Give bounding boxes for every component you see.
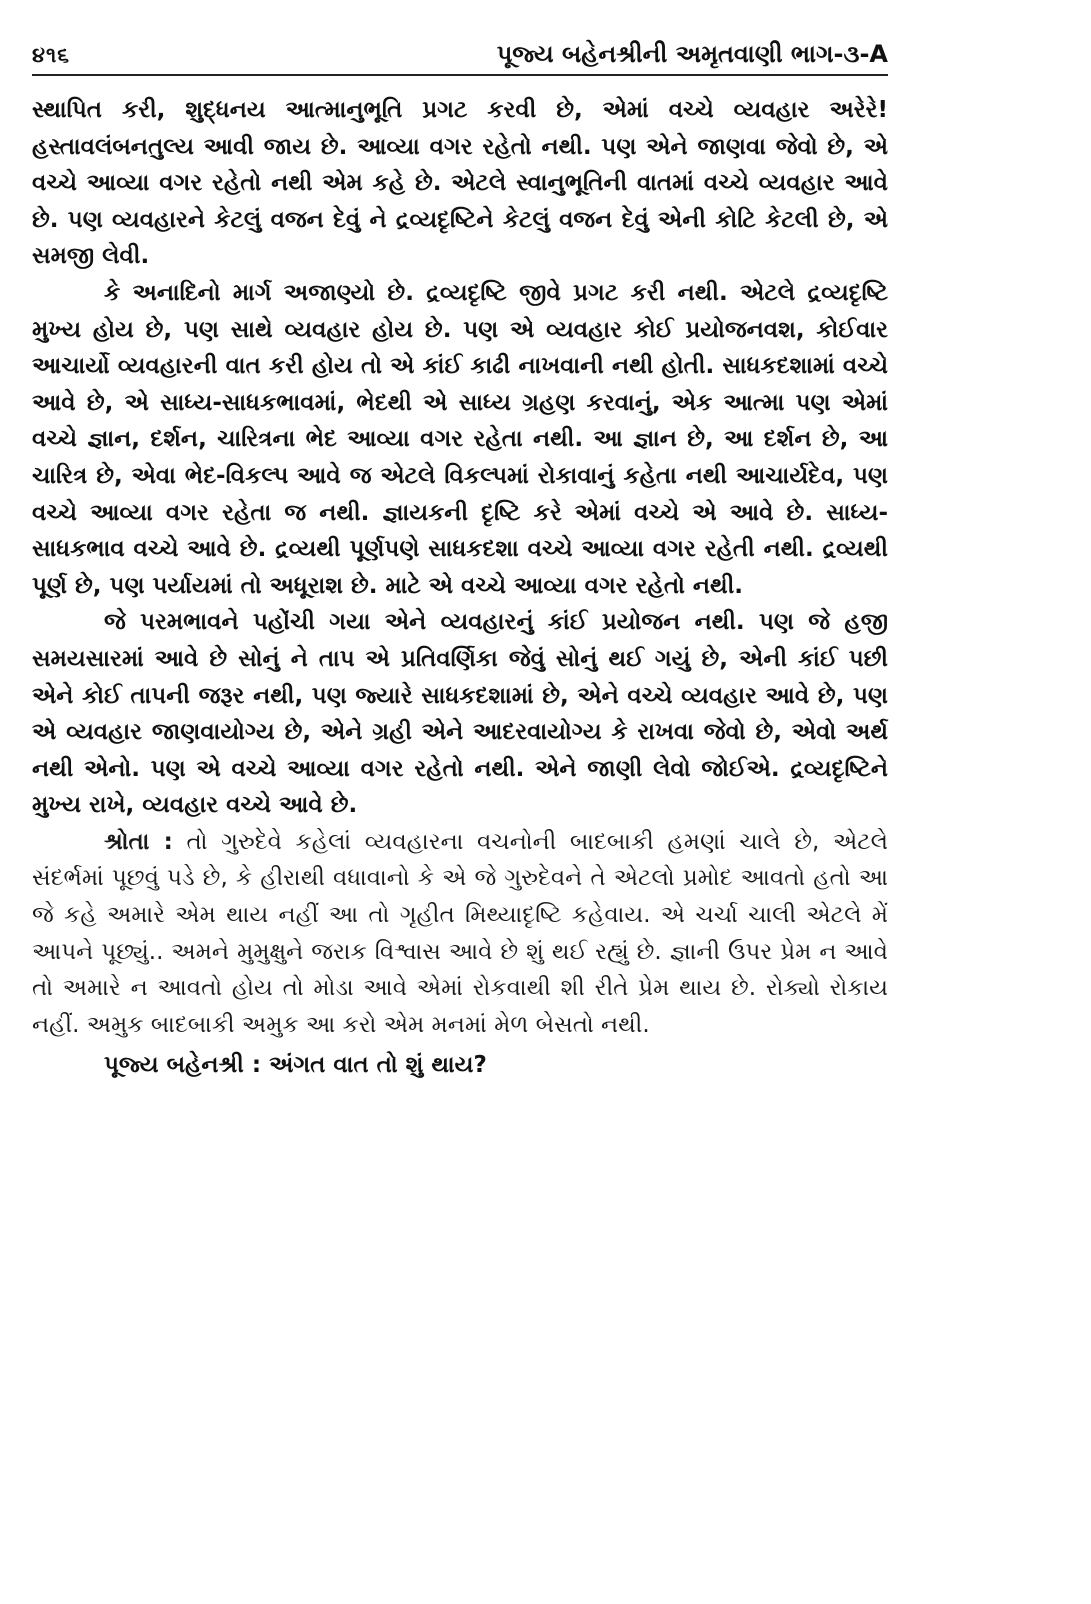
page-body [32,92,888,1084]
page-header [32,40,888,76]
question-text: તો ગુરુદેવે કહેલાં વ્યવહારના વચનોની બાદબાકી હમણાં ચાલે છે, એટલે સંદર્ભમાં પૂછવું પડે છે, કે હીરાથી વધાવાનો કે એ જે ગુરુદેવને તે એટલો પ્રમોદ આવતો હતો આ જે કહે અમારે એમ થાય નહીં આ તો ગૃહીત મિથ્યાદૃષ્ટિ કહેવાય. એ ચર્ચા ચાલી એટલે મેં આપને પૂછ્યું.. અમને મુમુક્ષુને જરાક વિશ્વાસ આવે છે શું થઈ રહ્યું છે. જ્ઞાની ઉપર પ્રેમ ન આવે તો અમારે ન આવતો હોય તો મોડા આવે એમાં રોકવાથી શી રીતે પ્રેમ થાય છે. રોક્યો રોકાય નહીં. અમુક બાદબાકી અમુક આ કરો એમ મનમાં મેળ બેસતો નથી. [32,828,889,1038]
question-paragraph [32,824,888,1044]
paragraph-1: સ્થાપિત કરી, શુદ્ધનય આત્માનુભૂતિ પ્રગટ કરવી છે, એમાં વચ્ચે વ્યવહાર અરેરે! હસ્તાવલંબનતુલ્ય આવી જાય છે. આવ્યા વગર રહેતો નથી. પણ એને જાણવા જેવો છે, એ વચ્ચે આવ્યા વગર રહેતો નથી એમ કહે છે. એટલે સ્વાનુભૂતિની વાતમાં વચ્ચે વ્યવહાર આવે છે. પણ વ્યવહારને કેટલું વજન દેવું ને દ્રવ્યદૃષ્ટિને કેટલું વજન દેવું એની કોટિ કેટલી છે, એ સમજી લેવી. [32,97,888,270]
answer-speaker: પૂજ્ય બહેનશ્રી : [104,1052,262,1079]
paragraph-2: કે અનાદિનો માર્ગ અજાણ્યો છે. દ્રવ્યદૃષ્ટિ જીવે પ્રગટ કરી નથી. એટલે દ્રવ્યદૃષ્ટિ મુખ્ય હોય છે, પણ સાથે વ્યવહાર હોય છે. પણ એ વ્યવહાર કોઈ પ્રયોજનવશ, કોઈવાર આચાર્યો વ્યવહારની વાત કરી હોય તો એ કાંઈ કાઢી નાખવાની નથી હોતી. સાધકદશામાં વચ્ચે આવે છે, એ સાધ્ય-સાધકભાવમાં, ભેદથી એ સાધ્ય ગ્રહણ કરવાનું, એક આત્મા પણ એમાં વચ્ચે જ્ઞાન, દર્શન, ચારિત્રના ભેદ આવ્યા વગર રહેતા નથી. આ જ્ઞાન છે, આ દર્શન છે, આ ચારિત્ર છે, એવા ભેદ-વિકલ્પ આવે જ એટલે વિકલ્પમાં રોકાવાનું કહેતા નથી આચાર્યદેવ, પણ વચ્ચે આવ્યા વગર રહેતા જ નથી. જ્ઞાયકની દૃષ્ટિ કરે એમાં વચ્ચે એ આવે છે. સાધ્ય-સાધકભાવ વચ્ચે આવે છે. દ્રવ્યથી પૂર્ણપણે સાધકદશા વચ્ચે આવ્યા વગર રહેતી નથી. દ્રવ્યથી પૂર્ણ છે, પણ પર્યાયમાં તો અધૂરાશ છે. માટે એ વચ્ચે આવ્યા વગર રહેતો નથી. [32,279,888,599]
answer-text: અંગત વાત તો શું થાય? [269,1052,487,1079]
answer-paragraph [32,1047,888,1084]
paragraph-3: જે પરમભાવને પહોંચી ગયા એને વ્યવહારનું કાંઈ પ્રયોજન નથી. પણ જે હજી સમયસારમાં આવે છે સોનું ને તાપ એ પ્રતિવર્ણિકા જેવું સોનું થઈ ગયું છે, એની કાંઈ પછી એને કોઈ તાપની જરૂર નથી, પણ જ્યારે સાધકદશામાં છે, એને વચ્ચે વ્યવહાર આવે છે, પણ એ વ્યવહાર જાણવાયોગ્ય છે, એને ગ્રહી એને આદરવાયોગ્ય કે રાખવા જેવો છે, એવો અર્થ નથી એનો. પણ એ વચ્ચે આવ્યા વગર રહેતો નથી. એને જાણી લેવો જોઈએ. દ્રવ્યદૃષ્ટિને મુખ્ય રાખે, વ્યવહાર વચ્ચે આવે છે. [32,609,888,819]
running-title: પૂજ્ય બહેનશ્રીની અમૃતવાણી ભાગ-૩-A [496,40,888,68]
book-page [32,40,888,1084]
page-number: ૪૧૬ [32,43,71,67]
question-speaker: શ્રોતા : [104,828,173,855]
